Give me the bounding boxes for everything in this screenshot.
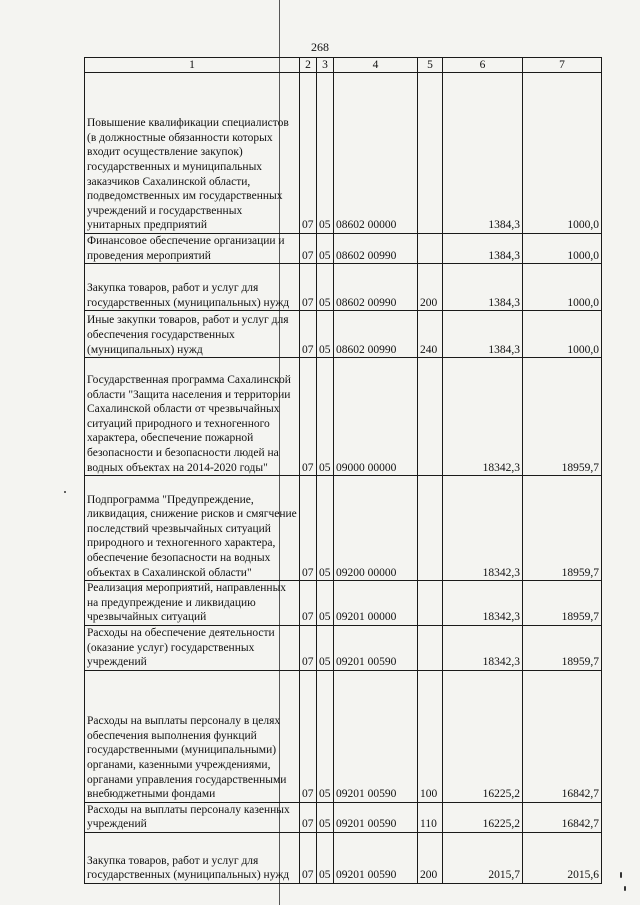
expense-type-cell: 100 <box>418 670 443 802</box>
table-row <box>85 832 602 883</box>
header-row <box>85 58 602 73</box>
subsection-code-cell: 05 <box>317 311 334 358</box>
column-header: 3 <box>317 58 334 73</box>
row-name-cell: Иные закупки товаров, работ и услуг для обеспечения государственных (муниципальных) нужд <box>85 311 300 358</box>
section-code-cell: 07 <box>300 581 317 626</box>
subsection-code-cell: 05 <box>317 802 334 832</box>
row-name-cell: Подпрограмма "Предупреждение, ликвидация, снижение рисков и смягчение последствий чрезвычайных ситуаций природного и техногенного характера, обеспечение безопасности на водных объектах в Сахалинской области" <box>85 476 300 581</box>
expense-type-cell: 200 <box>418 832 443 883</box>
scan-speck <box>64 491 66 493</box>
expense-type-cell <box>418 476 443 581</box>
amount-col7-cell: 18959,7 <box>523 581 602 626</box>
budget-table <box>84 57 602 884</box>
amount-col6-cell: 16225,2 <box>443 802 523 832</box>
amount-col7-cell: 16842,7 <box>523 802 602 832</box>
target-article-cell: 09200 00000 <box>334 476 418 581</box>
table-row <box>85 311 602 358</box>
table-row <box>85 802 602 832</box>
amount-col6-cell: 1384,3 <box>443 73 523 234</box>
section-code-cell: 07 <box>300 311 317 358</box>
section-code-cell: 07 <box>300 670 317 802</box>
row-name-cell: Финансовое обеспечение организации и проведения мероприятий <box>85 234 300 264</box>
amount-col6-cell: 16225,2 <box>443 670 523 802</box>
amount-col7-cell: 18959,7 <box>523 625 602 670</box>
expense-type-cell: 200 <box>418 264 443 311</box>
expense-type-cell <box>418 581 443 626</box>
target-article-cell: 09201 00590 <box>334 802 418 832</box>
subsection-code-cell: 05 <box>317 832 334 883</box>
row-name-cell: Расходы на выплаты персоналу в целях обеспечения выполнения функций государственными (муниципальными) органами, казенными учреждениями, органами управления государственными внебюджетными фондами <box>85 670 300 802</box>
section-code-cell: 07 <box>300 832 317 883</box>
column-header: 5 <box>418 58 443 73</box>
section-code-cell: 07 <box>300 476 317 581</box>
section-code-cell: 07 <box>300 358 317 476</box>
column-header: 2 <box>300 58 317 73</box>
table-row <box>85 264 602 311</box>
amount-col6-cell: 18342,3 <box>443 476 523 581</box>
row-name-cell: Расходы на обеспечение деятельности (оказание услуг) государственных учреждений <box>85 625 300 670</box>
row-name-cell: Расходы на выплаты персоналу казенных учреждений <box>85 802 300 832</box>
expense-type-cell <box>418 625 443 670</box>
expense-type-cell <box>418 73 443 234</box>
row-name-cell: Закупка товаров, работ и услуг для государственных (муниципальных) нужд <box>85 832 300 883</box>
amount-col6-cell: 18342,3 <box>443 625 523 670</box>
table-row <box>85 358 602 476</box>
target-article-cell: 09000 00000 <box>334 358 418 476</box>
amount-col6-cell: 18342,3 <box>443 358 523 476</box>
column-header: 7 <box>523 58 602 73</box>
target-article-cell: 08602 00000 <box>334 73 418 234</box>
amount-col7-cell: 18959,7 <box>523 476 602 581</box>
subsection-code-cell: 05 <box>317 234 334 264</box>
subsection-code-cell: 05 <box>317 625 334 670</box>
row-name-cell: Повышение квалификации специалистов (в должностные обязанности которых входит осуществление закупок) государственных и муниципальных заказчиков Сахалинской области, подведомственных им государственных учреждений и государственных унитарных предприятий <box>85 73 300 234</box>
subsection-code-cell: 05 <box>317 581 334 626</box>
target-article-cell: 08602 00990 <box>334 264 418 311</box>
target-article-cell: 09201 00590 <box>334 670 418 802</box>
target-article-cell: 09201 00000 <box>334 581 418 626</box>
scan-speck <box>620 872 622 878</box>
table-row <box>85 476 602 581</box>
row-name-cell: Реализация мероприятий, направленных на предупреждение и ликвидацию чрезвычайных ситуаций <box>85 581 300 626</box>
amount-col6-cell: 1384,3 <box>443 264 523 311</box>
row-name-cell: Государственная программа Сахалинской области "Защита населения и территории Сахалинской области от чрезвычайных ситуаций природного и техногенного характера, обеспечение пожарной безопасности и безопасности людей на водных объектах на 2014-2020 годы" <box>85 358 300 476</box>
column-header: 1 <box>85 58 300 73</box>
table-row <box>85 581 602 626</box>
target-article-cell: 08602 00990 <box>334 311 418 358</box>
target-article-cell: 08602 00990 <box>334 234 418 264</box>
table-row <box>85 234 602 264</box>
target-article-cell: 09201 00590 <box>334 625 418 670</box>
table-row <box>85 73 602 234</box>
table-row <box>85 625 602 670</box>
expense-type-cell: 110 <box>418 802 443 832</box>
subsection-code-cell: 05 <box>317 476 334 581</box>
subsection-code-cell: 05 <box>317 670 334 802</box>
section-code-cell: 07 <box>300 625 317 670</box>
section-code-cell: 07 <box>300 802 317 832</box>
amount-col6-cell: 18342,3 <box>443 581 523 626</box>
amount-col7-cell: 1000,0 <box>523 234 602 264</box>
amount-col7-cell: 2015,6 <box>523 832 602 883</box>
section-code-cell: 07 <box>300 234 317 264</box>
amount-col7-cell: 1000,0 <box>523 73 602 234</box>
column-header: 4 <box>334 58 418 73</box>
section-code-cell: 07 <box>300 73 317 234</box>
amount-col7-cell: 16842,7 <box>523 670 602 802</box>
amount-col6-cell: 1384,3 <box>443 311 523 358</box>
amount-col6-cell: 1384,3 <box>443 234 523 264</box>
subsection-code-cell: 05 <box>317 264 334 311</box>
column-header: 6 <box>443 58 523 73</box>
target-article-cell: 09201 00590 <box>334 832 418 883</box>
amount-col6-cell: 2015,7 <box>443 832 523 883</box>
page-number: 268 <box>311 40 329 54</box>
expense-type-cell <box>418 234 443 264</box>
row-name-cell: Закупка товаров, работ и услуг для государственных (муниципальных) нужд <box>85 264 300 311</box>
expense-type-cell <box>418 358 443 476</box>
subsection-code-cell: 05 <box>317 73 334 234</box>
amount-col7-cell: 18959,7 <box>523 358 602 476</box>
scan-speck <box>624 886 626 891</box>
table-row <box>85 670 602 802</box>
table-body <box>85 73 602 884</box>
amount-col7-cell: 1000,0 <box>523 311 602 358</box>
amount-col7-cell: 1000,0 <box>523 264 602 311</box>
subsection-code-cell: 05 <box>317 358 334 476</box>
section-code-cell: 07 <box>300 264 317 311</box>
expense-type-cell: 240 <box>418 311 443 358</box>
